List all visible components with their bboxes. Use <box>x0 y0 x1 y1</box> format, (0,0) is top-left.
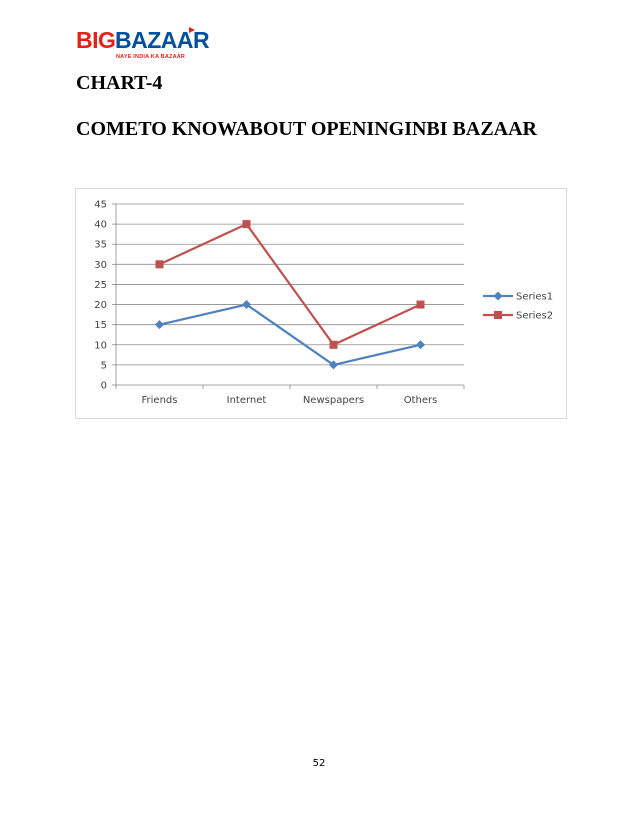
chart-title-heading: COMETO KNOWABOUT OPENINGINBI BAZAAR <box>76 118 537 140</box>
y-tick-label: 35 <box>94 239 107 251</box>
data-point <box>243 220 251 228</box>
page-number: 52 <box>312 758 326 769</box>
legend-marker <box>494 311 502 319</box>
y-tick-label: 45 <box>94 199 107 211</box>
logo-text-bazaar: BAZAAR <box>115 27 210 53</box>
legend-label: Series2 <box>516 310 554 322</box>
data-point <box>330 341 338 349</box>
y-tick-label: 30 <box>94 259 107 271</box>
logo-tagline: NAYE INDIA KA BAZAAR <box>116 54 186 60</box>
data-point <box>156 260 164 268</box>
legend-marker <box>494 292 503 301</box>
logo-text-big: BIG <box>76 27 116 53</box>
y-tick-label: 20 <box>94 300 107 312</box>
y-tick-label: 5 <box>100 360 107 372</box>
data-point <box>155 320 164 329</box>
line-chart <box>75 188 567 419</box>
x-category-label: Others <box>403 395 438 406</box>
y-tick-label: 25 <box>94 279 107 291</box>
x-category-label: Newspapers <box>302 395 365 406</box>
data-point <box>416 340 425 349</box>
y-tick-label: 40 <box>94 219 107 231</box>
x-category-label: Friends <box>141 395 178 406</box>
data-point <box>417 301 425 309</box>
x-category-label: Internet <box>226 395 267 406</box>
logo-arrow-icon <box>189 27 195 33</box>
y-tick-label: 15 <box>94 320 107 332</box>
big-bazaar-logo <box>76 27 210 69</box>
series-line <box>160 305 421 365</box>
chart-number-heading: CHART-4 <box>76 72 163 94</box>
chart-svg <box>76 189 568 420</box>
y-tick-label: 10 <box>94 340 107 352</box>
legend-label: Series1 <box>516 291 554 303</box>
y-tick-label: 0 <box>100 380 107 392</box>
